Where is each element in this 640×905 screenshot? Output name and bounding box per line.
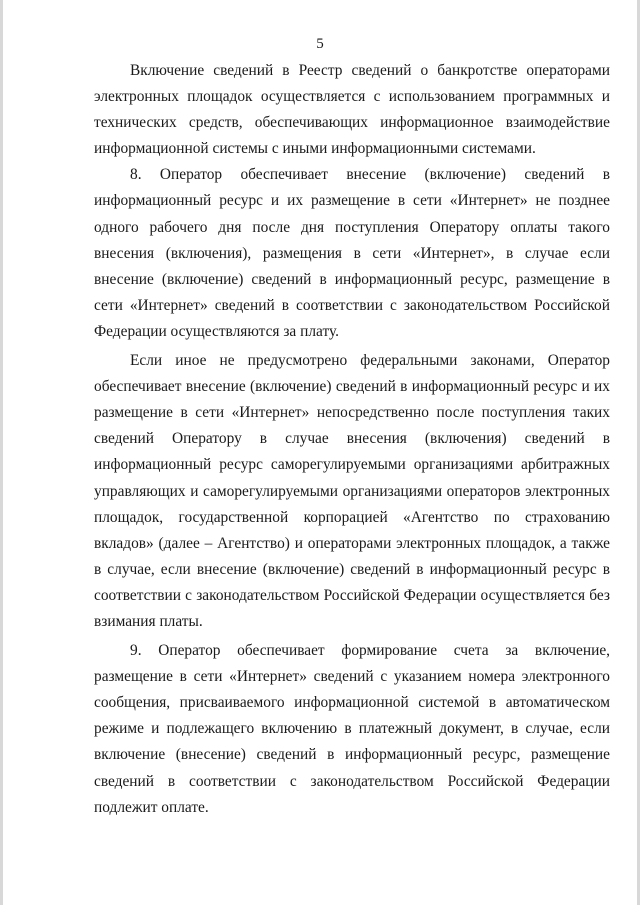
- scan-edge-left: [0, 0, 3, 905]
- page-number: 5: [316, 36, 324, 52]
- paragraph-item-8: 8. Оператор обеспечивает внесение (включение) сведений в информационный ресурс и их размещение в сети «Интернет» не позднее одного рабочего дня после дня поступления Оператору оплаты такого внесения (включения), размещения в сети «Интернет», в случае если внесение (включение) сведений в информационный ресурс, размещение в сети «Интернет» сведений в соответствии с законодательством Российской Федерации осуществляются за плату.: [94, 166, 610, 340]
- document-body: [94, 58, 610, 821]
- paragraph-registry-inclusion: Включение сведений в Реестр сведений о банкротстве операторами электронных площадок осуществляется с использованием программных и технических средств, обеспечивающих информационное взаимодействие информационной системы с иными информационными системами.: [94, 62, 610, 158]
- paragraph-item-9: 9. Оператор обеспечивает формирование счета за включение, размещение в сети «Интернет» сведений с указанием номера электронного сообщения, присваиваемого информационной системой в автоматическом режиме и подлежащего включению в платежный документ, в случае, если включение (внесение) сведений в информационный ресурс, размещение сведений в соответствии с законодательством Российской Федерации подлежит оплате.: [94, 642, 610, 816]
- paragraph-item-8-continued: Если иное не предусмотрено федеральными законами, Оператор обеспечивает внесение (включение) сведений в информационный ресурс и их размещение в сети «Интернет» непосредственно после поступления таких сведений Оператору в случае внесения (включения) сведений в информационный ресурс саморегулируемыми организациями арбитражных управляющих и саморегулируемыми организациями операторов электронных площадок, государственной корпорацией «Агентство по страхованию вкладов» (далее – Агентство) и операторами электронных площадок, а также в случае, если внесение (включение) сведений в информационный ресурс в соответствии с законодательством Российской Федерации осуществляется без взимания платы.: [94, 352, 610, 630]
